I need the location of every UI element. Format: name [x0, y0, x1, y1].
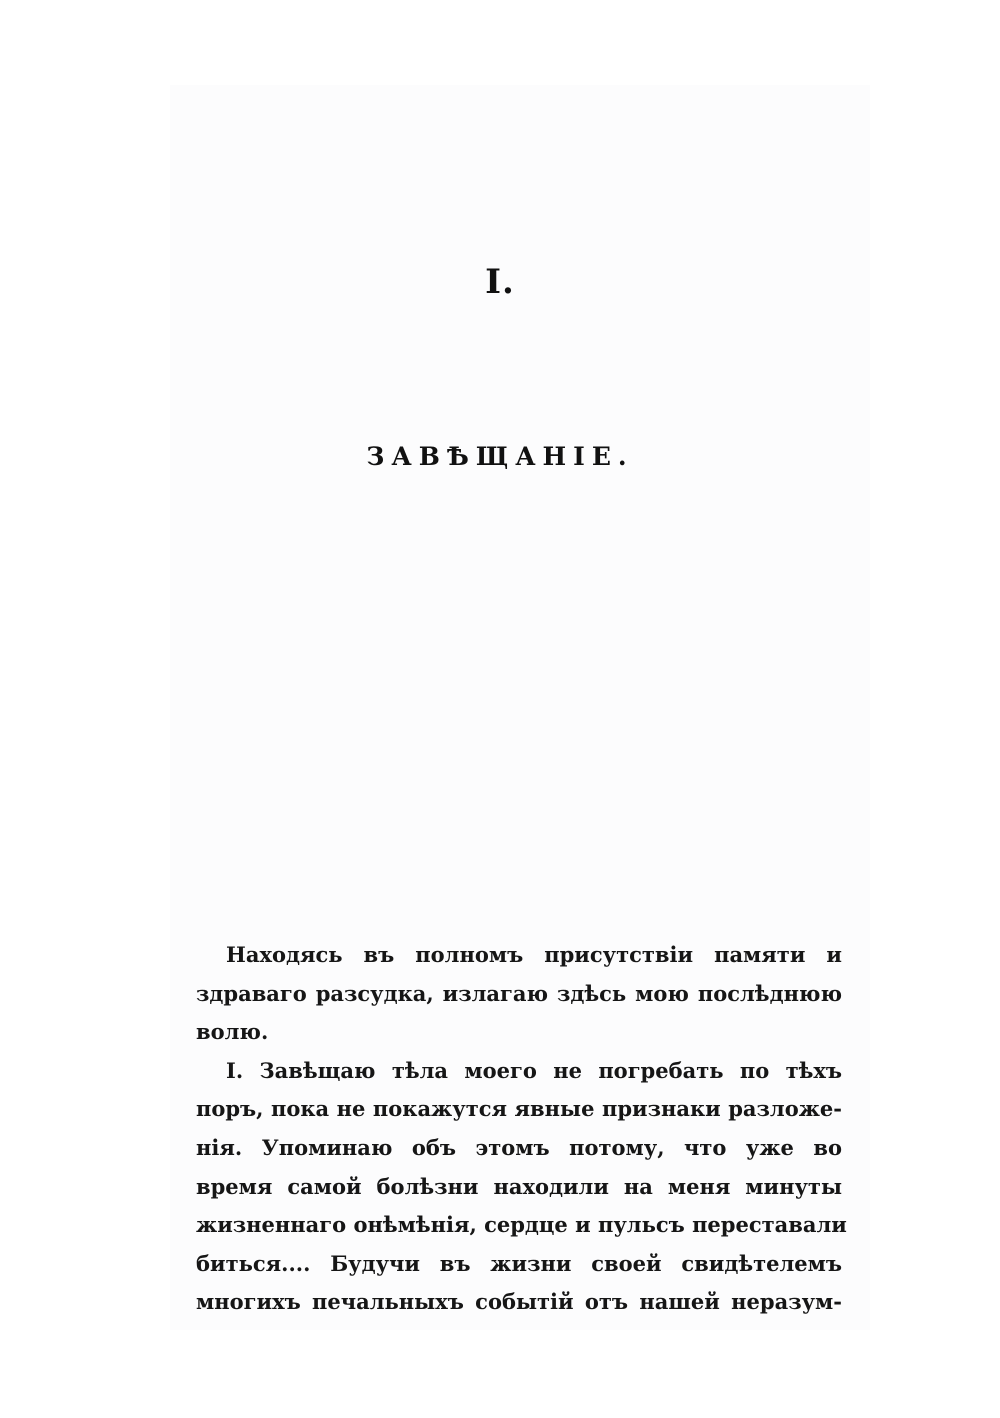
text-line: время самой болѣзни находили на меня минуты [196, 1173, 842, 1199]
body-text [196, 936, 847, 1322]
text-line: I. Завѣщаю тѣла моего не погребать по тѣхъ [226, 1057, 842, 1083]
text-line: биться.... Будучи въ жизни своей свидѣтелемъ [196, 1250, 842, 1276]
text-line: Находясь въ полномъ присутствіи памяти и [226, 942, 842, 967]
text-line: здраваго разсудка, излагаю здѣсь мою послѣднюю [196, 980, 842, 1006]
chapter-title: ЗАВѢЩАНІЕ. [366, 442, 634, 471]
text-line: нія. Упоминаю объ этомъ потому, что уже во [196, 1134, 842, 1160]
text-line: многихъ печальныхъ событій отъ нашей неразум- [196, 1289, 842, 1315]
text-line: поръ, пока не покажутся явные признаки разложе- [196, 1096, 842, 1122]
text-line: жизненнаго онѣмѣнія, сердце и пульсъ переставали [196, 1212, 847, 1238]
text-line: волю. [196, 1019, 269, 1045]
chapter-number: I. [485, 262, 515, 302]
